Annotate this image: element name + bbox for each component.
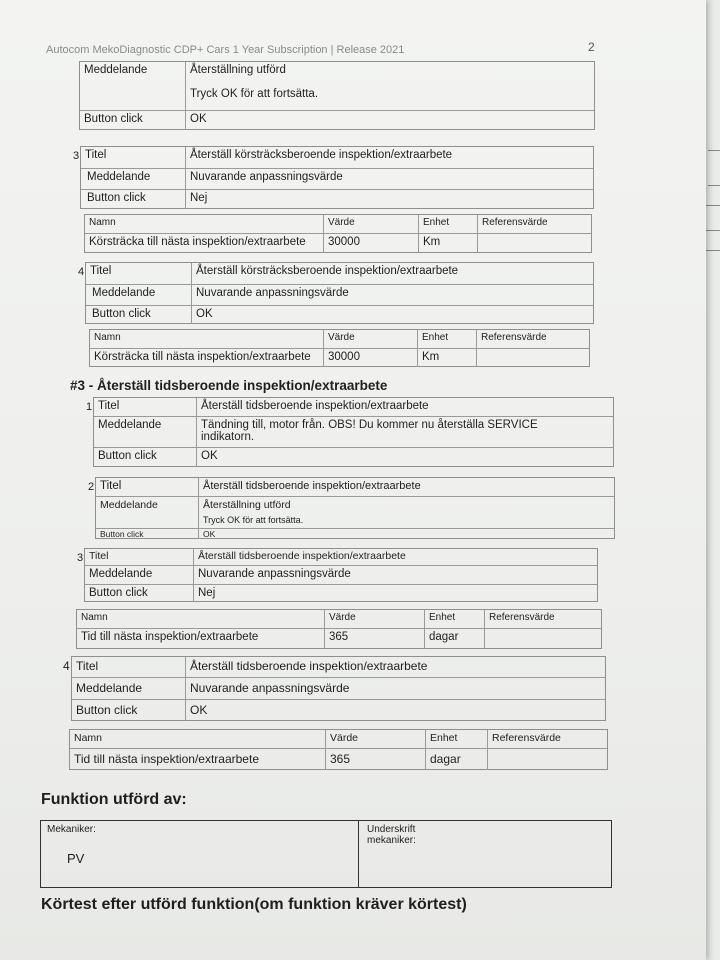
namn-header: Namn [89, 217, 116, 228]
param-unit: dagar [425, 749, 487, 770]
param-name: Tid till nästa inspektion/extraarbete [74, 752, 259, 766]
param-name: Körsträcka till nästa inspektion/extraarbete [89, 236, 306, 248]
title-value: Återställ körsträcksberoende inspektion/extraarbete [185, 147, 593, 168]
edge-mark [706, 205, 720, 206]
meddelande-label: Meddelande [92, 287, 156, 299]
param-value: 30000 [323, 234, 418, 253]
title-value: Återställ tidsberoende inspektion/extraarbete [185, 657, 605, 677]
param-name: Tid till nästa inspektion/extraarbete [81, 631, 259, 643]
table-row [72, 657, 605, 677]
signature-label: Underskrift mekaniker: [367, 824, 416, 846]
message-cell [196, 417, 613, 447]
step-table [93, 397, 614, 467]
page-number: 2 [588, 40, 595, 54]
step-number: 2 [88, 481, 95, 493]
button-click-label: Button click [84, 113, 143, 125]
table-row [96, 528, 614, 539]
title-value: Återställ körsträcksberoende inspektion/extraarbete [191, 263, 593, 284]
table-row [86, 284, 593, 305]
table-row [80, 110, 594, 130]
button-value: Nej [185, 190, 593, 209]
message-line: Återställning utförd [190, 64, 286, 76]
message-line: Återställning utförd [203, 499, 291, 511]
table-row [94, 416, 613, 447]
button-click-label: Button click [92, 308, 151, 320]
table-row [90, 348, 589, 367]
table-row [86, 263, 593, 284]
param-table [76, 609, 602, 649]
signature-box [40, 820, 612, 888]
meddelande-label: Meddelande [100, 499, 158, 511]
step-table [84, 548, 598, 602]
titel-label: Titel [98, 400, 120, 412]
button-value: OK [196, 448, 613, 467]
meddelande-label: Meddelande [89, 568, 153, 580]
varde-header: Värde [324, 610, 424, 628]
table-header-row [85, 215, 591, 233]
table-row [85, 584, 597, 602]
button-value: Nej [193, 585, 597, 602]
table-row [86, 305, 593, 324]
title-value: Återställ tidsberoende inspektion/extraarbete [193, 549, 597, 565]
enhet-header: Enhet [424, 610, 484, 628]
mechanic-label: Mekaniker: [47, 824, 96, 835]
step-table [71, 656, 606, 721]
param-name: Körsträcka till nästa inspektion/extraarbete [94, 351, 311, 363]
titel-label: Titel [90, 265, 112, 277]
param-ref [487, 749, 607, 770]
test-drive-heading: Körtest efter utförd funktion(om funktion kräver körtest) [41, 896, 467, 913]
step-number: 1 [86, 401, 93, 413]
table-row [85, 549, 597, 565]
meddelande-label: Meddelande [76, 681, 143, 695]
meddelande-label: Meddelande [98, 419, 162, 431]
namn-header: Namn [74, 732, 103, 744]
table-header-row [77, 610, 601, 628]
titel-label: Titel [100, 480, 122, 492]
button-value: OK [185, 700, 605, 721]
top-step-table [79, 61, 595, 130]
signature-column [358, 821, 416, 887]
table-row [94, 398, 613, 416]
button-click-label: Button click [100, 529, 144, 539]
param-ref [476, 349, 589, 367]
button-click-label: Button click [87, 192, 146, 204]
message-cell [185, 62, 594, 110]
step-number: 4 [63, 659, 70, 673]
param-unit: Km [418, 234, 477, 253]
step-number: 3 [77, 552, 84, 564]
step-table [80, 146, 594, 209]
table-row [81, 168, 593, 189]
referens-header: Referensvärde [484, 610, 601, 628]
edge-mark [708, 185, 720, 186]
step-table [85, 262, 594, 324]
param-unit: dagar [424, 629, 484, 649]
edge-mark [706, 230, 720, 231]
param-value: 365 [325, 749, 425, 770]
title-value: Återställ tidsberoende inspektion/extraarbete [198, 478, 614, 496]
namn-header: Namn [94, 332, 121, 343]
param-ref [484, 629, 601, 649]
section-heading: #3 - Återställ tidsberoende inspektion/extraarbete [70, 378, 388, 393]
varde-header: Värde [323, 215, 418, 233]
message-line: Tryck OK för att fortsätta. [190, 88, 319, 100]
step-number: 4 [78, 266, 85, 278]
param-table [69, 729, 608, 770]
param-table [84, 214, 592, 253]
message-value: Nuvarande anpassningsvärde [185, 169, 593, 189]
message-value: Nuvarande anpassningsvärde [191, 285, 593, 305]
param-value: 365 [324, 629, 424, 649]
table-row [94, 447, 613, 467]
varde-header: Värde [325, 730, 425, 748]
table-row [96, 478, 614, 496]
table-row [72, 699, 605, 721]
function-done-heading: Funktion utförd av: [41, 791, 187, 808]
table-header-row [70, 730, 607, 748]
titel-label: Titel [85, 149, 107, 161]
table-header-row [90, 330, 589, 348]
referens-header: Referensvärde [476, 330, 589, 348]
param-ref [477, 234, 591, 253]
param-value: 30000 [323, 349, 417, 367]
button-click-label: Button click [89, 587, 148, 599]
table-row [96, 496, 614, 528]
meddelande-label: Meddelande [87, 171, 151, 183]
referens-header: Referensvärde [487, 730, 607, 748]
button-value: OK [198, 529, 614, 539]
edge-mark [708, 150, 720, 151]
title-value: Återställ tidsberoende inspektion/extraarbete [196, 398, 613, 416]
table-row [85, 565, 597, 584]
mechanic-value: PV [67, 851, 85, 866]
table-row [80, 62, 594, 110]
edge-mark [706, 250, 720, 251]
button-value: OK [185, 111, 594, 130]
message-line: Tryck OK för att fortsätta. [203, 515, 304, 525]
meddelande-label: Meddelande [84, 64, 148, 76]
titel-label: Titel [76, 659, 99, 673]
table-row [81, 189, 593, 209]
message-line: Tändning till, motor från. OBS! Du kommer nu återställa SERVICE [201, 419, 538, 431]
titel-label: Titel [89, 550, 109, 562]
button-click-label: Button click [76, 703, 138, 717]
step-table [95, 477, 615, 539]
table-row [70, 748, 607, 770]
message-value: Nuvarande anpassningsvärde [185, 678, 605, 699]
button-value: OK [191, 306, 593, 324]
namn-header: Namn [81, 612, 108, 623]
varde-header: Värde [323, 330, 417, 348]
step-number: 3 [73, 150, 80, 162]
message-value: Nuvarande anpassningsvärde [193, 566, 597, 584]
table-row [77, 628, 601, 649]
referens-header: Referensvärde [477, 215, 591, 233]
message-line: indikatorn. [201, 431, 255, 443]
table-row [81, 147, 593, 168]
table-row [72, 677, 605, 699]
param-table [89, 329, 590, 367]
enhet-header: Enhet [417, 330, 476, 348]
enhet-header: Enhet [418, 215, 477, 233]
enhet-header: Enhet [425, 730, 487, 748]
page-header: Autocom MekoDiagnostic CDP+ Cars 1 Year Subscription | Release 2021 [46, 44, 405, 56]
message-cell [198, 497, 614, 528]
param-unit: Km [417, 349, 476, 367]
button-click-label: Button click [98, 450, 157, 462]
table-row [85, 233, 591, 253]
